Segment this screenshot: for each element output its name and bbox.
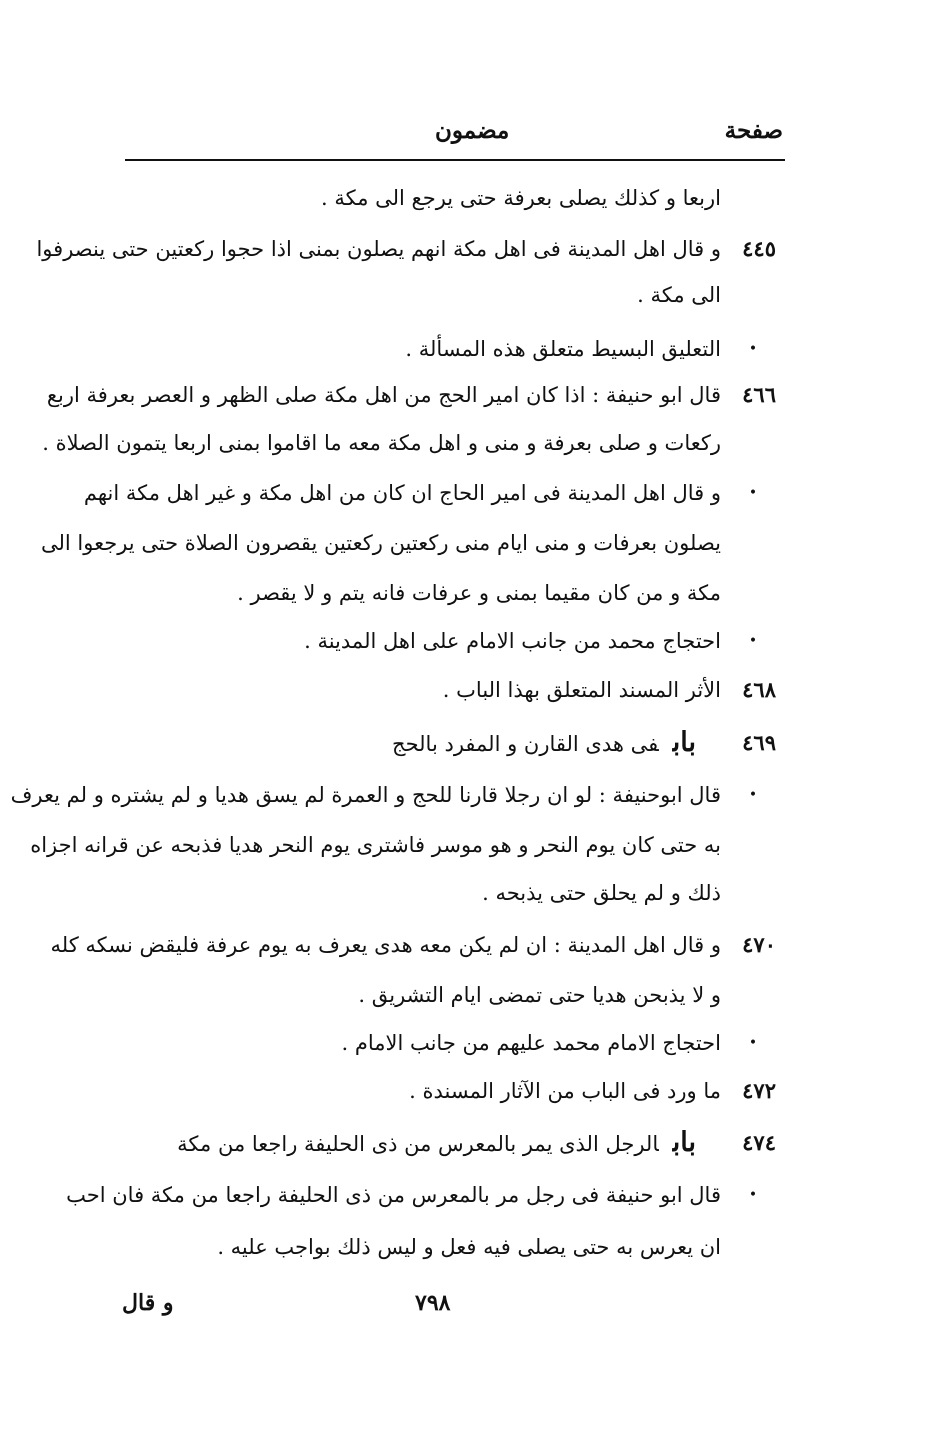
bullet-marker: • (748, 1187, 758, 1203)
entry-line (0, 665, 926, 715)
entry-page-number: ٤٧٢ (742, 1078, 776, 1103)
catchword: و قال (122, 1290, 174, 1316)
entry-text: قال ابو حنيفة فى رجل مر بالمعرس من ذى الحليفة راجعا من مكة فان احب (66, 1183, 721, 1207)
entry-line (0, 324, 926, 374)
header-rule (125, 159, 785, 161)
entry-text: ان يعرس به حتى يصلى فيه فعل و ليس ذلك بواجب عليه . (217, 1235, 721, 1259)
entry-text: الى مكة . (637, 283, 721, 307)
entry-line (0, 173, 926, 223)
entry-line (0, 370, 926, 420)
bullet-marker: • (748, 1035, 758, 1051)
entry-line (0, 868, 926, 918)
entry-text: ذلك و لم يحلق حتى يذبحه . (482, 881, 721, 905)
entry-line (0, 270, 926, 320)
entry-text: احتجاج الامام محمد عليهم من جانب الامام . (341, 1031, 721, 1055)
entry-line (0, 1066, 926, 1116)
entry-text: قال ابوحنيفة : لو ان رجلا قارنا للحج و العمرة لم يسق هديا و لم يشتره و لم يعرف (10, 783, 721, 807)
entry-text: و لا يذبحن هديا حتى تمضى ايام التشريق . (358, 983, 721, 1007)
entry-line (0, 920, 926, 970)
entry-line (0, 970, 926, 1020)
entry-page-number: ٤٦٦ (742, 382, 776, 407)
entry-page-number: ٤٦٩ (742, 730, 776, 755)
entry-page-number: ٤٤٥ (742, 236, 776, 261)
section-heading (136, 718, 696, 769)
bullet-marker: • (748, 341, 758, 357)
entry-page-number: ٤٧٠ (742, 932, 776, 957)
entry-text: و قال اهل المدينة : ان لم يكن معه هدى يعرف به يوم عرفة فليقض نسكه كله (50, 933, 721, 957)
bullet-marker: • (748, 787, 758, 803)
entry-line (0, 770, 926, 820)
entry-line (0, 1018, 926, 1068)
page-number: ٧٩٨ (415, 1290, 451, 1316)
entry-text: الأثر المسند المتعلق بهذا الباب . (442, 678, 721, 702)
section-heading (136, 1118, 696, 1169)
entry-text: احتجاج محمد من جانب الامام على اهل المدينة . (304, 629, 721, 653)
entry-page-number: ٤٧٤ (742, 1130, 776, 1155)
entry-line (0, 718, 926, 768)
section-title: الرجل الذى يمر بالمعرس من ذى الحليفة راجعا من مكة (177, 1132, 659, 1156)
entry-line (0, 616, 926, 666)
entry-text: و قال اهل المدينة فى اهل مكة انهم يصلون بمنى اذا حجوا ركعتين حتى ينصرفوا (36, 237, 721, 261)
page-column-heading: صفحة (724, 117, 783, 144)
bullet-marker: • (748, 633, 758, 649)
entry-line (0, 568, 926, 618)
bullet-marker: • (748, 485, 758, 501)
entry-text: ركعات و صلى بعرفة و منى و اهل مكة معه ما اقاموا بمنى اربعا يتمون الصلاة . (42, 431, 721, 455)
entry-text: ما ورد فى الباب من الآثار المسندة . (409, 1079, 721, 1103)
entry-line (0, 820, 926, 870)
entry-text: به حتى كان يوم النحر و هو موسر فاشترى يوم النحر هديا فذبحه عن قرانه اجزاه (30, 833, 721, 857)
entry-line (0, 224, 926, 274)
entry-text: يصلون بعرفات و منى ايام منى ركعتين ركعتين يقصرون الصلاة حتى يرجعوا الى (41, 531, 721, 555)
section-label: باب (672, 727, 696, 758)
section-title: فى هدى القارن و المفرد بالحج (392, 732, 659, 756)
entry-line (0, 468, 926, 518)
entry-text: التعليق البسيط متعلق هذه المسألة . (405, 337, 721, 361)
subject-column-heading: مضمون (435, 117, 510, 144)
entry-line (0, 518, 926, 568)
entry-text: و قال اهل المدينة فى امير الحاج ان كان من اهل مكة و غير اهل مكة انهم (83, 481, 721, 505)
entry-text: قال ابو حنيفة : اذا كان امير الحج من اهل مكة صلى الظهر و العصر بعرفة اربع (46, 383, 721, 407)
entry-text: مكة و من كان مقيما بمنى و عرفات فانه يتم و لا يقصر . (237, 581, 721, 605)
entry-text: اربعا و كذلك يصلى بعرفة حتى يرجع الى مكة . (321, 186, 721, 210)
section-label: باب (672, 1127, 696, 1158)
entry-line (0, 418, 926, 468)
entry-line (0, 1118, 926, 1168)
entry-page-number: ٤٦٨ (742, 677, 776, 702)
entry-line (0, 1222, 926, 1272)
entry-line (0, 1170, 926, 1220)
